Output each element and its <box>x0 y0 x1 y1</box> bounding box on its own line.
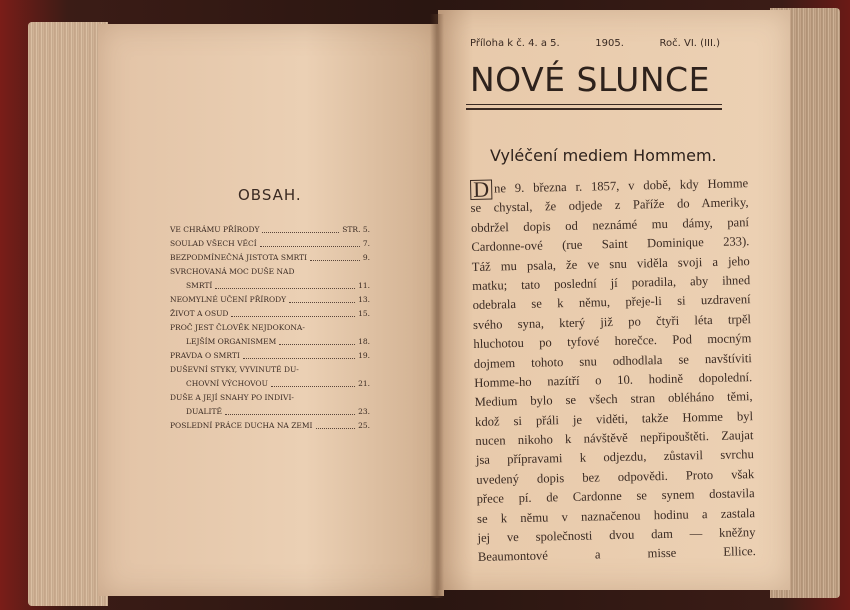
toc-entry <box>170 390 370 404</box>
article-line-text: odebrala se k němu, přeje-li si uzdravení <box>472 292 751 313</box>
toc-entry-title: SVRCHOVANÁ MOC DUŠE NAD <box>170 267 295 276</box>
toc-entry-title-cont: CHOVNÍ VÝCHOVOU <box>186 379 268 388</box>
toc-entry-title: POSLEDNÍ PRÁCE DUCHA NA ZEMI <box>170 421 313 430</box>
volume-label: Roč. VI. (III.) <box>659 38 720 49</box>
book-gutter <box>430 14 444 598</box>
article-body <box>470 174 756 568</box>
toc-entry-continuation <box>170 404 370 418</box>
toc-entry <box>170 250 370 264</box>
toc-entry-page: 11. <box>358 281 370 290</box>
toc-entry-title: PROČ JEST ČLOVĚK NEJDOKONA- <box>170 323 305 332</box>
toc-entry-page: 15. <box>358 309 370 318</box>
article-line-text: Cardonne-ové (rue Saint Dominique 233). <box>471 234 750 255</box>
toc-entry-page: 19. <box>358 351 370 360</box>
book-page-edges-left <box>28 22 108 606</box>
toc-entry-page: 25. <box>358 421 370 430</box>
article-line-text: Medium bylo se všech stran obléháno těmi, <box>474 389 753 410</box>
toc-entry-title-cont: DUALITĚ <box>186 407 222 416</box>
toc-entry-title-cont: SMRTÍ <box>186 281 213 290</box>
drop-cap: D <box>470 180 492 200</box>
toc-entry <box>170 292 370 306</box>
toc-entry <box>170 348 370 362</box>
toc-entry-continuation <box>170 278 370 292</box>
toc-leader-dots <box>225 414 355 415</box>
toc-entry-page: 7. <box>362 239 370 248</box>
toc-leader-dots <box>260 246 360 247</box>
article-line-text: obdržel dopis od neznámé mu dámy, paní <box>470 214 750 235</box>
masthead: NOVÉ SLUNCE <box>470 60 710 99</box>
article-line-text: Beaumontové a misse Ellice. <box>477 544 756 565</box>
toc-leader-dots <box>231 316 355 317</box>
article-line-text: Homme-ho nazítří o 10. hodině dopolední. <box>474 370 753 390</box>
supplement-label: Příloha k č. 4. a 5. <box>470 38 560 49</box>
article-line-text: ne 9. března r. 1857, v době, kdy Homme <box>493 176 749 196</box>
toc-entry-title: PRAVDA O SMRTI <box>170 351 240 360</box>
toc-entry-continuation <box>170 334 370 348</box>
toc-entry <box>170 236 370 250</box>
article-line-text: nucen nikoho k návštěvě nepřipouštěti. Zaujat <box>475 428 754 449</box>
toc-entry-title: NEOMYLNÉ UČENÍ PŘÍRODY <box>170 295 287 304</box>
toc-leader-dots <box>310 260 360 261</box>
toc-leader-dots <box>262 232 339 233</box>
year-label: 1905. <box>595 38 624 49</box>
masthead-rule <box>466 104 722 105</box>
article-title: Vyléčení mediem Hommem. <box>490 146 717 165</box>
toc-entry-title: DUŠEVNÍ STYKY, VYVINUTÉ DU- <box>170 365 299 374</box>
toc-leader-dots <box>316 428 356 429</box>
toc-entry-title: DUŠE A JEJÍ SNAHY PO INDIVI- <box>170 393 294 402</box>
toc-entry-page: 13. <box>358 295 370 304</box>
toc-entry-title: ŽIVOT A OSUD <box>170 309 229 318</box>
article-line-text: svého syna, který již po čtyři léta trpěl <box>472 311 752 332</box>
toc-leader-dots <box>279 344 355 345</box>
toc-entry <box>170 362 370 376</box>
article-line-text: dojmem tohoto snu odhodlala se navštíviti <box>473 350 752 371</box>
article-line-text: hluchotou po tyfové horečce. Pod mocným <box>473 331 752 352</box>
toc-entry-page: STR. 5. <box>342 225 370 234</box>
toc-entry-page: 21. <box>358 379 370 388</box>
article-line-text: jsa přípravami k odjezdu, zůstavil svrchu <box>475 447 754 468</box>
toc-entry-title: SOULAD VŠECH VĚCÍ <box>170 239 257 248</box>
article-line-text: přece pí. de Cardonne se synem dostavila <box>476 486 755 507</box>
table-of-contents <box>170 222 370 432</box>
article-line-text: kdož si přáli je viděti, takže Homme byl <box>474 408 754 429</box>
toc-entry-page: 23. <box>358 407 370 416</box>
toc-leader-dots <box>215 288 355 289</box>
toc-entry <box>170 264 370 278</box>
toc-title: OBSAH. <box>238 186 302 204</box>
toc-entry-title: BEZPODMÍNEČNÁ JISTOTA SMRTI <box>170 253 308 262</box>
article-line-text: se chystal, že odjede z Paříže do Ameriky, <box>470 195 749 216</box>
article-line-text: Táž mu psala, že ve snu viděla svoji a jeho <box>471 253 750 274</box>
masthead-rule-thick <box>466 108 722 110</box>
toc-entry <box>170 320 370 334</box>
toc-entry <box>170 418 370 432</box>
toc-entry-page: 9. <box>362 253 370 262</box>
toc-entry-page: 18. <box>358 337 370 346</box>
article-line-text: matku; tato poslední jí poradila, aby ihned <box>472 273 751 293</box>
toc-leader-dots <box>271 386 355 387</box>
toc-entry <box>170 222 370 236</box>
toc-leader-dots <box>243 358 355 359</box>
toc-entry-continuation <box>170 376 370 390</box>
toc-entry-title: VE CHRÁMU PŘÍRODY <box>170 225 260 234</box>
article-line-text: se k němu v naznačenou hodinu a zastala <box>476 505 756 526</box>
toc-entry <box>170 306 370 320</box>
page-header <box>470 38 720 49</box>
article-line-text: uvedený dopis bez odpovědi. Proto však <box>476 466 755 487</box>
toc-entry-title-cont: LEJŠÍM ORGANISMEM <box>186 337 277 346</box>
toc-leader-dots <box>289 302 355 303</box>
article-line-text: jej ve společnosti dvou dam — kněžny <box>477 525 756 545</box>
